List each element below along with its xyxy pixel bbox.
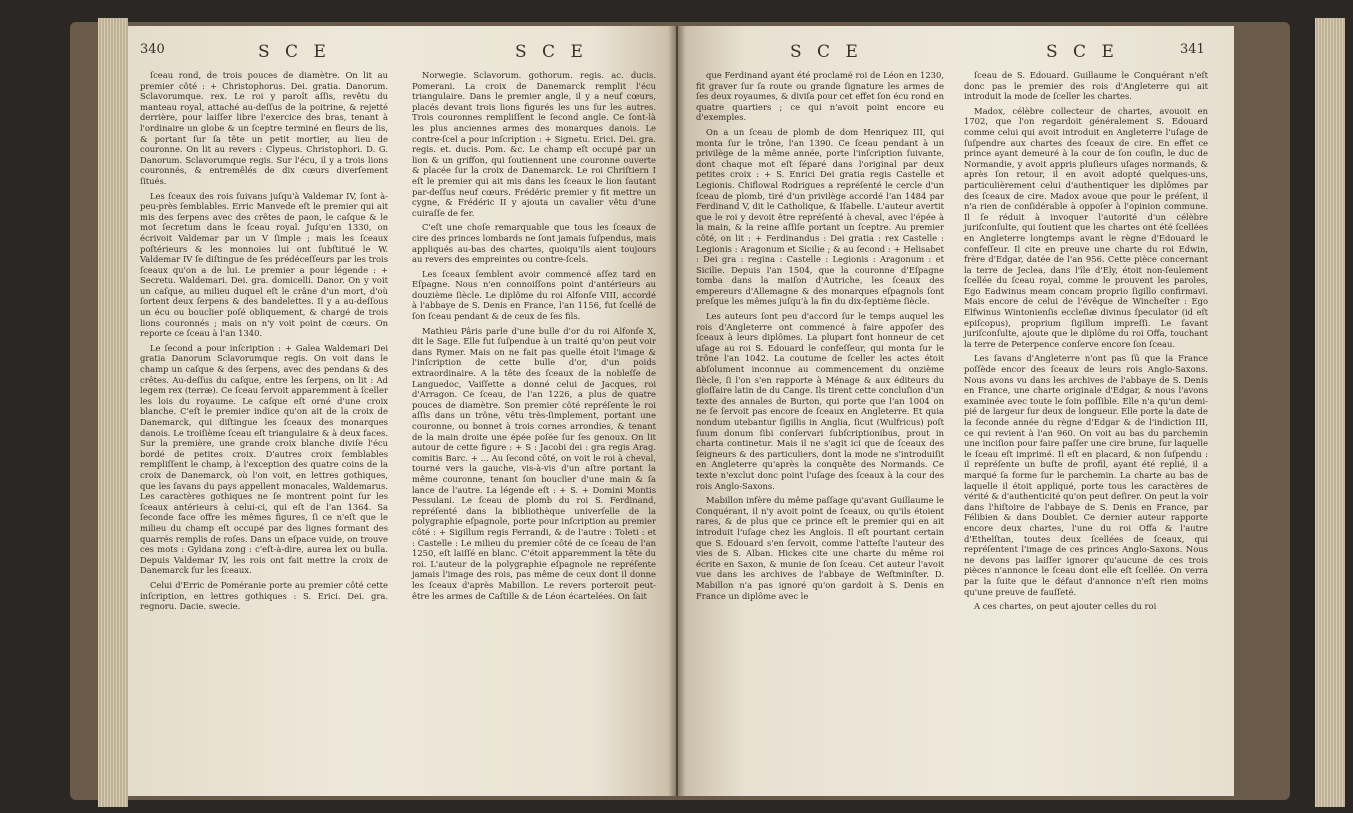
book-gutter — [668, 26, 686, 796]
right-page-running-head-left: S C E — [790, 42, 863, 62]
left-page-running-head-right: S C E — [515, 42, 588, 62]
right-page-number: 341 — [1180, 42, 1205, 57]
paragraph: Les ſceaux ſemblent avoir commencé aſſez tard en Eſpagne. Nous n'en connoiſſons point d'antérieurs au douzième ſiècle. Le diplôme du roi Alfonſe VIII, accordé à l'abbaye de S. Denis en France, l'an 1156, fut ſcellé de ſon ſceau pendant & de ceux de ſes fils. — [412, 268, 656, 322]
right-page-edges — [1315, 18, 1345, 807]
text-column-3 — [696, 70, 944, 605]
paragraph: Les ſavans d'Angleterre n'ont pas ſû que la France poſſède encor des ſceaux de leurs rois Anglo-Saxons. Nous avons vu dans les archives de l'abbaye de S. Denis en France, une charte originale d'Edgar, & nous l'avons examinée avec toute le ſoin poſſible. Elle n'a qu'un demi-pié de largeur ſur deux de longueur. Elle porte la date de la ſeconde année du règne d'Edgar & de l'indiction III, ce qui revient à l'an 960. On voit au bas du parchemin une inciſion pour faire paſſer une cire brune, ſur laquelle le ſceau eſt imprimé. Il eſt en placard, & non ſuſpendu : il repréſente un buſte de profil, ayant été replié, il a marqué ſa forme ſur le parchemin. La charte au bas de laquelle il étoit appliqué, porte tous les caractères de vérité & d'authenticité qu'on peut deſirer. On peut la voir dans l'hiſtoire de l'abbaye de S. Denis en France, par Félibien & dans Doublet. Ce dernier auteur rapporte encore deux chartes, l'une du roi Offa & l'autre d'Ethelſtan, toutes deux ſcellées de ſceaux, qui repréſentent l'image de ces princes Anglo-Saxons. Nous ne devons pas laiſſer ignorer qu'aucune de ces trois pièces n'annonce le ſceau dont elle eſt ſcellée. On verra par la ſuite que le défaut d'annonce n'eſt rien moins qu'une preuve de fauſſeté. — [964, 353, 1208, 597]
paragraph: que Ferdinand ayant été proclamé roi de Léon en 1230, fit graver ſur ſa route ou grande ſignature les armes de ſes deux royaumes, & diviſa pour cet effet ſon écu rond en quatre quartiers ; ce qui n'avoit point encore eu d'exemples. — [696, 70, 944, 123]
left-page-edges — [98, 18, 128, 807]
paragraph: Celui d'Erric de Poméranie porte au premier côté cette inſcription, en lettres gothiques : S. Erici. Dei. gra. regnoru. Dacie. swecie. — [140, 579, 388, 612]
paragraph: ſceau de S. Edouard. Guillaume le Conquérant n'eſt donc pas le premier des rois d'Angleterre qui ait introduit la mode de ſceller les chartes. — [964, 70, 1208, 102]
text-column-1 — [140, 70, 388, 616]
right-page-running-head-right: S C E — [1046, 42, 1119, 62]
paragraph: Madox, célèbre collecteur de chartes, avouoit en 1702, que l'on regardoit généralement S. Edouard comme celui qui avoit introduit en Angleterre l'uſage de ſuſpendre aux chartes des ſceaux de cire. En effet ce prince ayant demeuré à la cour de ſon couſin, le duc de Normandie, y avoit appris pluſieurs uſages normands, & après ſon retour, il en avoit adopté quelques-uns, particulièrement celui d'authentiquer les diplômes par des ſceaux de cire. Madox avoue que pour le préſent, il n'a rien de conſidérable à oppoſer à l'opinion commune. Il ſe réduit à invoquer l'autorité d'un célèbre juriſconſulte, qui ſoutient que les chartes ont été ſcellées en Angleterre longtemps avant le règne d'Edouard le confeſſeur. Il cite en preuve une charte du roi Edwin, frère d'Edgar, datée de l'an 956. Cette pièce concernant la terre de Jeclea, dans l'île d'Ely, étoit non-ſeulement ſcellée du ſceau royal, comme le prouvent les paroles, Ego Eadwinus meam concam proprio ſigillo confirmavi. Mais encore de celui de l'évêque de Wincheſter : Ego Elfwinus Wintonienſis eccleſiæ divinus ſpeculator (id eſt epiſcopus), proprium ſigillum impreſſi. Le ſavant juriſconſulte, ajoute que le diplôme du roi Offa, touchant la terre de Peterpence conſerve encore ſon ſceau. — [964, 105, 1208, 349]
paragraph: Les auteurs ſont peu d'accord ſur le temps auquel les rois d'Angleterre ont commencé à faire appoſer des ſceaux à leurs diplômes. La plupart font honneur de cet uſage au roi S. Edouard le confeſſeur, qui monta ſur le trône l'an 1042. La coutume de ſceller les actes étoit abſolument inconnue au commencement du onzième ſiècle, ſi l'on s'en rapporte à Ménage & aux éditeurs du gloſſaire latin de du Cange. Ils tirent cette concluſion d'un texte des annales de Burton, qui porte que l'an 1004 on ne ſe ſervoit pas encore de ſceaux en Angleterre. Et quia nondum utebantur ſigillis in Anglia, ſicut (Wulfricus) poſt ſuum donum ſibi conſervari ſubſcriptionibus, prout in charta continetur. Mais il ne s'agit ici que de ſceaux des ſeigneurs & des particuliers, dont la mode ne s'introduiſit en Angleterre qu'après la conquête des Normands. Ce texte n'exclut donc point l'uſage des ſceaux à la cour des rois Anglo-Saxons. — [696, 311, 944, 491]
paragraph: On a un ſceau de plomb de dom Henriquez III, qui monta ſur le trône, l'an 1390. Ce ſceau pendant à un privilège de la même année, porte l'inſcription ſuivante, dont chaque mot eſt ſéparé dans l'original par deux petites croix : + S. Enrici Dei gratia regis Castelle et Legionis. Chiflowal Rodrigues a repréſenté le cercle d'un ſceau de plomb, tiré d'un privilège accordé l'an 1484 par Ferdinand V, dit le Catholique, & Iſabelle. L'auteur avertit que le roi y devoit être repréſenté à cheval, avec l'épée à la main, & la reine aſſiſe portant un ſceptre. Au premier côté, on lit : + Ferdinandus : Dei gratia : rex Castelle : Legionis : Aragonum et Sicilie ; & au ſecond : + Helisabet : Dei gra : regina : Castelle : Legionis : Aragonum : et Sicilie. Depuis l'an 1504, que la couronne d'Eſpagne tomba dans la maiſon d'Autriche, les ſceaux des empereurs d'Allemagne & des monarques eſpagnols ſont preſque les mêmes juſqu'à la fin du dix-ſeptième ſiècle. — [696, 126, 944, 307]
paragraph: Norwegie. Sclavorum. gothorum. regis. ac. ducis. Pomerani. La croix de Danemarck remplit l'écu triangulaire. Dans le premier angle, il y a neuf cœurs, placés devant trois lions figurés les uns ſur les autres. Trois couronnes rempliſſent le ſecond angle. Ce ſont-là les plus anciennes armes des monarques danois. Le contre-ſcel a pour inſcription : + Signetu. Erici. Dei. gra. regis. et. ducis. Pom. &c. Le champ eſt occupé par un lion & un griffon, qui ſoutiennent une couronne ouverte & placée ſur la croix de Danemarck. Le roi Chriſtiern I eſt le premier qui ait mis dans les ſceaux le lion ſautant par-deſſus neuf cœurs. Frédéric premier y fit mettre un cygne, & Frédéric II y ajouta un cavalier vêtu d'une cuiraſſe de fer. — [412, 70, 656, 218]
left-page-number: 340 — [140, 42, 165, 57]
text-column-4 — [964, 70, 1208, 616]
paragraph: C'eſt une choſe remarquable que tous les ſceaux de cire des princes lombards ne ſont jamais ſuſpendus, mais appliqués au-bas des chartes, quoiqu'ils aient toujours au revers des empreintes ou contre-ſcels. — [412, 222, 656, 265]
paragraph: ſceau rond, de trois pouces de diamètre. On lit au premier côté : + Christophorus. Dei. gratia. Danorum. Sclavorumque. rex. Le roi y paroît aſſis, revêtu du manteau royal, attaché au-deſſus de la poitrine, & rejetté derrière, pour laiſſer libre l'exercice des bras, tenant à l'ordinaire un globe & un ſceptre terminé en fleurs de lis, & portant ſur ſa tête un petit mortier, au lieu de couronne. On lit au revers : Clypeus. Christophori. D. G. Danorum. Sclavorumque regis. Sur l'écu, il y a trois lions couronnés, & entremêlés de dix cœurs diverſement ſitués. — [140, 70, 388, 186]
left-page-running-head-left: S C E — [258, 42, 331, 62]
paragraph: Mathieu Pâris parle d'une bulle d'or du roi Alfonſe X, dit le Sage. Elle fut ſuſpendue à un traité qu'on peut voir dans Rymer. Mais on ne fait pas quelle étoit l'image & l'inſcription de cette bulle d'or, d'un poids extraordinaire. A la tête des ſceaux de la nobleſſe de Languedoc, Vaiſſette a donné celui de Jacques, roi d'Arragon. Ce ſceau, de l'an 1226, a plus de quatre pouces de diamètre. Son premier côté repréſente le roi aſſis dans un trône, vêtu très-ſimplement, portant une couronne, ou bonnet à trois cornes arrondies, & tenant de la main droite une épée poſée ſur ſes genoux. On lit autour de cette figure : + S : Jacobi dei : gra regis Arag. comitis Barc. + ... Au ſecond côté, on voit le roi à cheval, tourné vers la gauche, vis-à-vis d'un aſtre portant la même couronne, tenant ſon bouclier d'une main & ſa lance de l'autre. La légende eſt : + S. + Domini Montis Pessulani. Le ſceau de plomb du roi S. Ferdinand, repréſenté dans la bibliothèque univerſelle de la polygraphie eſpagnole, porte pour inſcription au premier côté : + Sigillum regis Ferrandi, & de l'autre : Toleti : et : Castelle : Le milieu du premier côté de ce ſceau de l'an 1250, eſt laiſſé en blanc. C'étoit apparemment la tête du roi. L'auteur de la polygraphie eſpagnole ne repréſente jamais l'image des rois, pas même de ceux dont il donne les ſceaux d'après Mabillon. Le revers porteroit peut-être les armes de Caſtille & de Léon écartelées. On ſait — [412, 325, 656, 601]
paragraph: Mabillon infère du même paſſage qu'avant Guillaume le Conquérant, il n'y avoit point de ſceaux, ou qu'ils étoient rares, & de plus que ce prince eſt le premier qui en ait introduit l'uſage chez les Anglois. Il eſt pourtant certain que S. Edouard s'en ſervoit, comme l'atteſte l'auteur des vies de S. Alban. Hickes cite une charte du même roi écrite en Saxon, & munie de ſon ſceau. Cet auteur l'avoit vue dans les archives de l'abbaye de Weſtminſter. D. Mabillon n'a pas ignoré qu'on gardoit à S. Denis en France un diplôme avec le — [696, 495, 944, 601]
text-column-2 — [412, 70, 656, 605]
paragraph: A ces chartes, on peut ajouter celles du roi — [974, 601, 1157, 612]
paragraph: Le ſecond a pour inſcription : + Galea Waldemari Dei gratia Danorum Sclavorumque regis. On voit dans le champ un caſque & des ſerpens, avec des pendans & des crêtes. Au-deſſus du caſque, entre les ſerpens, on lit : Ad legem rex (terræ). Ce ſceau ſervoit apparemment à ſceller les lois du royaume. Le caſque eſt orné d'une croix blanche. C'eſt le premier indice qu'on ait de la croix de Danemarck, qui diſtingue les ſceaux des monarques danois. Le troiſième ſceau eſt triangulaire & à deux faces. Sur la première, une grande croix blanche diviſe l'écu bordé de petites croix. D'autres croix ſemblables rempliſſent le champ, à l'exception des quatre coins de la croix de Danemarck, où l'on voit, en lettres gothiques, que les ſavans du pays appellent monacales, Waldemarus. Les caractères gothiques ne ſe montrent point ſur les ſceaux antérieurs à celui-ci, qui eſt de l'an 1364. Sa ſeconde face offre les mêmes figures, ſi ce n'eſt que le milieu du champ eſt occupé par des lignes formant des quarrés remplis de roſes. Dans un eſpace vuide, on trouve ces mots : Gyldana zong : c'eſt-à-dire, aurea lex ou bulla. Depuis Valdemar IV, les rois ont fait mettre la croix de Danemarck ſur les ſceaux. — [140, 342, 388, 576]
paragraph: Les ſceaux des rois ſuivans juſqu'à Valdemar IV, ſont à-peu-près ſemblables. Erric Manvede eſt le premier qui ait mis des ſerpens avec des crêtes de paon, le caſque & le mot ſecretum dans le ſceau royal. Juſqu'en 1330, on écrivoit Valdemar par un V ſimple ; mais les ſceaux poſtérieurs & les monnoies lui ont ſubſtitué le W. Valdemar IV ſe diſtingue de ſes prédéceſſeurs par les trois ſceaux qu'on a de lui. Le premier a pour légende : + Secretu. Waldemari. Dei. gra. domicelli. Danor. On y voit un caſque, au milieu duquel eſt le crâne d'un mort, d'où ſortent deux ſerpens & des bandelettes. Il y a au-deſſous un écu ou bouclier poſé obliquement, & chargé de trois lions couronnés ; mais on n'y voit point de cœurs. On reporte ce ſceau à l'an 1340. — [140, 190, 388, 339]
